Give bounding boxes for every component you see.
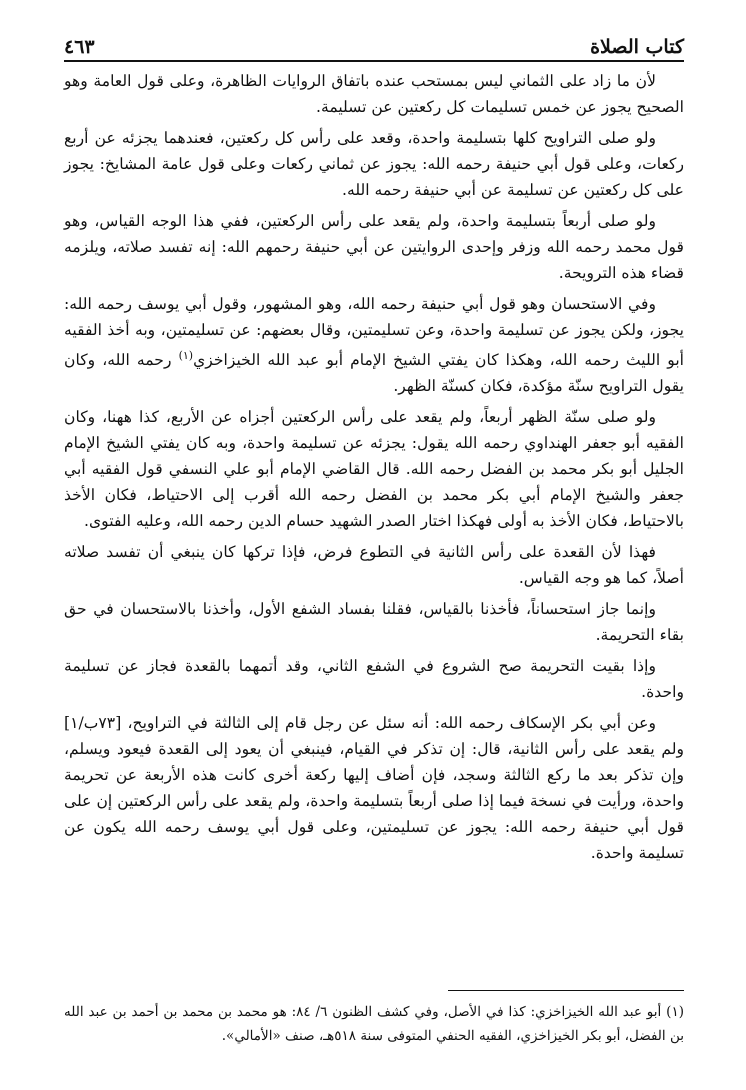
page-number: ٤٦٣ (64, 36, 95, 58)
paragraph: فهذا لأن القعدة على رأس الثانية في التطوع فرض، فإذا تركها كان ينبغي أن تفسد صلاته أصلاً، كما هو وجه القياس. (64, 543, 684, 588)
paragraph: وإنما جاز استحساناً، فأخذنا بالقياس، فقلنا بفساد الشفع الأول، وأخذنا بالاستحسان في حق بقاء التحريمة. (64, 600, 684, 645)
paragraph: ولو صلى أربعاً بتسليمة واحدة، ولم يقعد على رأس الركعتين، ففي هذا الوجه القياس، وهو قول محمد رحمه الله وزفر وإحدى الروايتين عن أبي حنيفة رحمهم الله: إنه تفسد صلاته، ويلزمه قضاء هذه الترويحة. (64, 212, 684, 282)
book-title: كتاب الصلاة (590, 36, 684, 58)
paragraph: ولو صلى سنّة الظهر أربعاً، ولم يقعد على رأس الركعتين أجزاه عن الأربع، كذا ههنا، وكان الفقيه أبو جعفر الهنداوي رحمه الله يقول: يجزئه عن تسليمة واحدة، وبه كان يفتي الشيخ الإمام الجليل أبو بكر محمد بن الفضل رحمه الله. قال القاضي الإمام أبو علي النسفي قول الفقيه أبي جعفر والشيخ الإمام أبي بكر محمد بن الفضل رحمه الله أقرب إلى الاحتياط، فكان الأخذ بالاحتياط، فكان الأخذ به أولى فهكذا اختار الصدر الشهيد حسام الدين رحمه الله، وعليه الفتوى. (64, 408, 684, 531)
footnote (64, 1000, 684, 1048)
paragraph: لأن ما زاد على الثماني ليس بمستحب عنده باتفاق الروايات الظاهرة، وعلى قول العامة وهو الصحيح يجوز عن خمس تسليمات كل ركعتين عن تسليمة. (64, 72, 684, 116)
header-rule (64, 60, 684, 62)
paragraph: وعن أبي بكر الإسكاف رحمه الله: أنه سئل عن رجل قام إلى الثالثة في التراويح، [٧٣ب/١] ولم يقعد على رأس الثانية، قال: إن تذكر في القيام، فينبغي أن يعود إلى القعدة فيعود ويسلم، وإن تذكر بعد ما ركع الثالثة وسجد، فإن أضاف إليها ركعة أخرى كانت هذه الأربعة عن تحريمة واحدة، ورأيت في نسخة فيما إذا صلى أربعاً بتسليمة واحدة، ولم يقعد على رأس الركعتين إن على قول أبي حنيفة رحمه الله: يجوز عن تسليمتين، وعلى قول أبي يوسف رحمه الله يكون عن تسليمة واحدة. (64, 714, 684, 863)
paragraph-with-footnote (64, 291, 684, 399)
footnote-rule (448, 990, 684, 991)
footnote-reference: (١) (178, 349, 194, 362)
body-text (64, 68, 684, 871)
footnote-text: أبو عبد الله الخيزاخزي: كذا في الأصل، وفي كشف الظنون ٦/ ٨٤: هو محمد بن محمد بن أحمد بن عبد الله بن الفضل، أبو بكر الخيزاخزي، الفقيه الحنفي المتوفى سنة ٥١٨هـ، صنف «الأمالي». (64, 1004, 684, 1044)
paragraph-text-tail: رحمه الله، وكان يقول التراويح سنّة مؤكدة، فكان كسنّة الظهر. (64, 351, 684, 396)
running-head (64, 22, 684, 58)
paragraph: وإذا بقيت التحريمة صح الشروع في الشفع الثاني، وقد أتمهما بالقعدة فجاز عن تسليمة واحدة. (64, 657, 684, 702)
footnote-marker: (١) (666, 1004, 684, 1020)
paragraph: ولو صلى التراويح كلها بتسليمة واحدة، وقعد على رأس كل ركعتين، فعندهما يجزئه عن أربع ركعات، وعلى قول أبي حنيفة رحمه الله: يجوز عن ثماني ركعات وعلى قول عامة المشايخ: يجوز على كل ركعتين عن تسليمة عن أبي حنيفة رحمه الله. (64, 129, 684, 199)
paragraph-text: وفي الاستحسان وهو قول أبي حنيفة رحمه الله، وهو المشهور، وقول أبي يوسف رحمه الله: يجوز، ولكن يجوز عن تسليمة واحدة، وعن تسليمتين، وقال بعضهم: عن تسليمتين، وبه أخذ الفقيه أبو الليث رحمه الله، وهكذا كان يفتي الشيخ الإمام أبو عبد الله الخيزاخزي (64, 295, 684, 370)
